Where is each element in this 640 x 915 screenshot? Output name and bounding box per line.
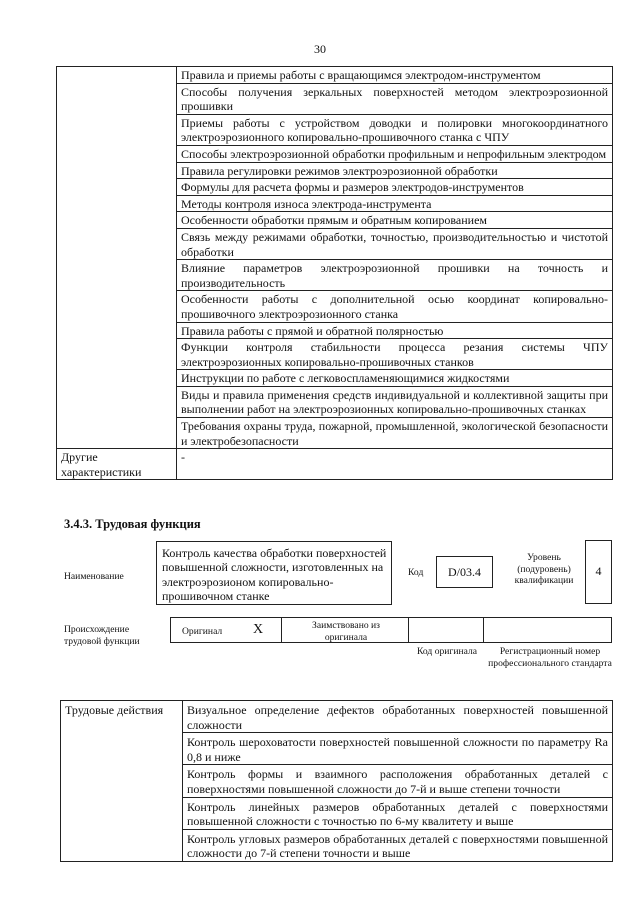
code-original-cell <box>408 617 484 643</box>
knowledge-item: Влияние параметров электроэрозионной прошивки на точность и производительность <box>177 260 613 291</box>
labor-actions-table <box>60 700 613 862</box>
function-code: D/03.4 <box>436 556 493 588</box>
table-row <box>61 701 613 733</box>
labor-action-item: Контроль формы и взаимного расположения обработанных деталей с поверхностями повышенной сложности до 7-й и выше степени точности <box>183 765 613 797</box>
knowledge-item: Способы электроэрозионной обработки профильным и непрофильным электродом <box>177 145 613 162</box>
function-name: Контроль качества обработки поверхностей повышенной сложности, изготовленных на электроэрозионом копировально-прошивочном станке <box>156 541 392 605</box>
knowledge-item: Особенности работы с дополнительной осью координат копировально-прошивочного электроэрозионного станка <box>177 291 613 322</box>
knowledge-item: Инструкции по работе с легковоспламеняющимися жидкостями <box>177 370 613 387</box>
knowledge-item: Методы контроля износа электрода-инструмента <box>177 195 613 212</box>
knowledge-label-cell <box>57 67 177 449</box>
knowledge-item: Требования охраны труда, пожарной, промышленной, экологической безопасности и электробезопасности <box>177 418 613 449</box>
other-characteristics-value: - <box>177 449 613 480</box>
original-label: Оригинал <box>182 626 223 637</box>
labor-action-item: Контроль линейных размеров обработанных деталей с поверхностями повышенной сложности с точностью по 6-му квалитету и выше <box>183 797 613 829</box>
table-row <box>57 449 613 480</box>
labor-action-item: Контроль угловых размеров обработанных деталей с поверхностями повышенной сложности до 7-й степени точности и выше <box>183 829 613 861</box>
labor-action-item: Визуальное определение дефектов обработанных поверхностей повышенной сложности <box>183 701 613 733</box>
knowledge-item: Функции контроля стабильности процесса резания системы ЧПУ электроэрозионных копировально-прошивочных станков <box>177 339 613 370</box>
knowledge-item: Особенности обработки прямым и обратным копированием <box>177 212 613 229</box>
code-original-caption: Код оригинала <box>416 646 478 657</box>
level-label: Уровень (подуровень) квалификации <box>514 552 574 586</box>
page-number: 30 <box>314 42 326 56</box>
knowledge-item: Способы получения зеркальных поверхностей методом электроэрозионной прошивки <box>177 83 613 114</box>
labor-action-item: Контроль шероховатости поверхностей повышенной сложности по параметру Ra 0,8 и ниже <box>183 733 613 765</box>
section-title: 3.4.3. Трудовая функция <box>64 517 201 531</box>
code-label: Код <box>408 567 424 578</box>
origin-label: Происхождение трудовой функции <box>64 624 140 647</box>
knowledge-item: Виды и правила применения средств индивидуальной и коллективной защиты при выполнении работ на электроэрозионных копировально-прошивочных станках <box>177 386 613 417</box>
table-row <box>57 67 613 84</box>
knowledge-item: Связь между режимами обработки, точностью, производительностью и чистотой обработки <box>177 228 613 259</box>
knowledge-item: Формулы для расчета формы и размеров электродов-инструментов <box>177 179 613 196</box>
level-value: 4 <box>585 540 612 604</box>
other-characteristics-label: Другие характеристики <box>57 449 177 480</box>
name-label: Наименование <box>64 571 124 582</box>
knowledge-table <box>56 66 613 480</box>
labor-actions-label: Трудовые действия <box>61 701 183 862</box>
original-mark: X <box>253 622 264 637</box>
knowledge-item: Правила работы с прямой и обратной полярностью <box>177 322 613 339</box>
knowledge-item: Правила регулировки режимов электроэрозионной обработки <box>177 162 613 179</box>
borrowed-label: Заимствовано из оригинала <box>312 620 380 643</box>
knowledge-item: Приемы работы с устройством доводки и полировки многокоординатного электроэрозионного копировально-прошивочного станка с ЧПУ <box>177 114 613 145</box>
knowledge-item: Правила и приемы работы с вращающимся электродом-инструментом <box>177 67 613 84</box>
reg-number-caption: Регистрационный номер профессионального стандарта <box>488 646 612 669</box>
